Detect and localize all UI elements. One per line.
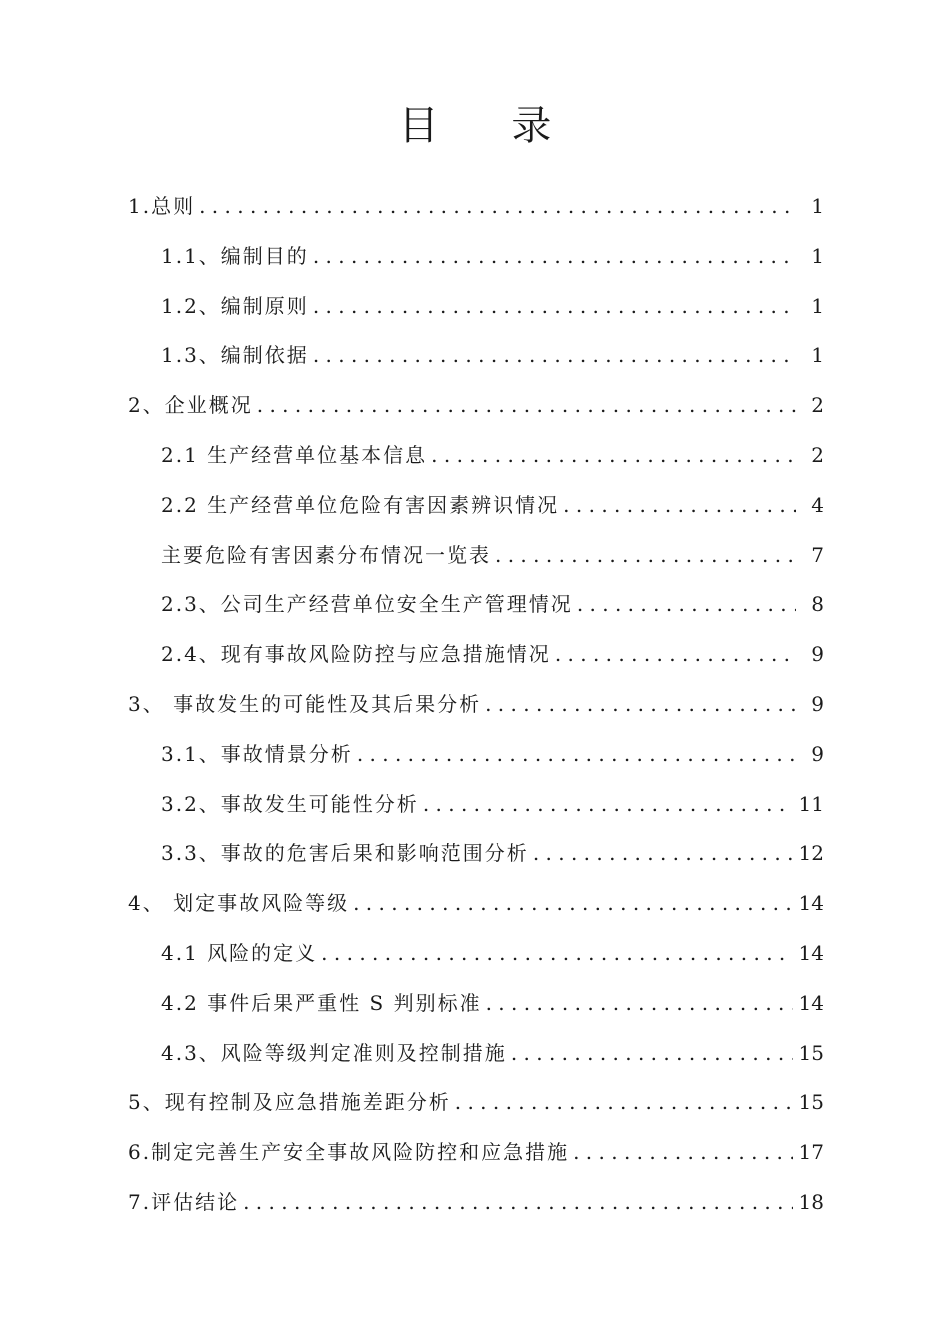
toc-dot-leader (511, 1029, 793, 1079)
toc-dot-leader (555, 630, 796, 680)
toc-entry-page-number: 1 (811, 243, 824, 268)
toc-entry-page-number: 4 (811, 492, 824, 517)
toc-entry-label: 2.4、现有事故风险防控与应急措施情况 (161, 642, 551, 667)
toc-entry-page-number: 15 (798, 1040, 824, 1065)
toc-entry[interactable] (128, 580, 824, 630)
toc-entry[interactable] (128, 182, 824, 232)
toc-entry-label: 3.1、事故情景分析 (161, 741, 353, 766)
toc-entry[interactable] (128, 1078, 824, 1128)
toc-entry-label: 1.3、编制依据 (161, 343, 309, 368)
toc-dot-leader (455, 1078, 793, 1128)
toc-entry-label: 3、 事故发生的可能性及其后果分析 (128, 691, 482, 716)
toc-entry-label: 1.2、编制原则 (161, 293, 309, 318)
toc-entry-label: 1.总则 (128, 194, 196, 218)
toc-dot-leader (563, 481, 796, 531)
toc-entry-label: 3.3、事故的危害后果和影响范围分析 (161, 841, 529, 866)
toc-dot-leader (533, 829, 793, 879)
table-of-contents (128, 182, 824, 1228)
toc-entry[interactable] (128, 331, 824, 381)
toc-entry[interactable] (128, 1029, 824, 1079)
toc-entry-page-number: 9 (811, 741, 824, 766)
toc-entry[interactable] (128, 979, 824, 1029)
toc-entry[interactable] (128, 1178, 824, 1228)
toc-entry[interactable] (128, 232, 824, 282)
toc-entry[interactable] (128, 431, 824, 481)
toc-dot-leader (353, 879, 792, 929)
toc-dot-leader (423, 780, 793, 830)
toc-dot-leader (486, 979, 793, 1029)
toc-entry-page-number: 12 (798, 841, 824, 866)
toc-dot-leader (199, 182, 796, 232)
toc-entry-page-number: 2 (811, 442, 824, 467)
toc-dot-leader (573, 1128, 792, 1178)
toc-dot-leader (243, 1178, 792, 1228)
toc-entry-label: 5、现有控制及应急措施差距分析 (128, 1090, 451, 1115)
toc-dot-leader (313, 331, 796, 381)
toc-entry-label: 6.制定完善生产安全事故风险防控和应急措施 (128, 1140, 570, 1165)
toc-dot-leader (357, 730, 796, 780)
toc-entry-label: 主要危险有害因素分布情况一览表 (161, 542, 491, 567)
toc-entry-page-number: 1 (811, 343, 824, 368)
toc-entry[interactable] (128, 780, 824, 830)
toc-entry[interactable] (128, 630, 824, 680)
toc-entry-label: 4.3、风险等级判定准则及控制措施 (161, 1040, 507, 1065)
toc-entry-label: 1.1、编制目的 (161, 243, 309, 268)
toc-entry[interactable] (128, 879, 824, 929)
toc-entry[interactable] (128, 829, 824, 879)
toc-entry-page-number: 1 (811, 194, 824, 218)
toc-entry-label: 4.1 风险的定义 (161, 940, 318, 965)
toc-dot-leader (577, 580, 796, 630)
toc-entry-label: 4.2 事件后果严重性 S 判别标准 (161, 990, 482, 1015)
toc-entry-page-number: 14 (798, 990, 824, 1015)
toc-entry-page-number: 2 (811, 393, 824, 418)
toc-dot-leader (313, 282, 796, 332)
toc-dot-leader (313, 232, 796, 282)
toc-dot-leader (321, 929, 792, 979)
toc-entry[interactable] (128, 381, 824, 431)
toc-entry[interactable] (128, 481, 824, 531)
toc-entry-label: 7.评估结论 (128, 1189, 240, 1214)
toc-dot-leader (485, 680, 796, 730)
toc-entry-page-number: 18 (798, 1189, 824, 1214)
toc-entry-page-number: 17 (798, 1140, 824, 1165)
toc-entry-page-number: 9 (811, 691, 824, 716)
toc-entry-page-number: 9 (811, 642, 824, 667)
toc-entry-page-number: 11 (798, 791, 824, 816)
toc-entry-label: 2、企业概况 (128, 393, 253, 418)
toc-title: 目 录 (398, 103, 582, 149)
toc-dot-leader (257, 381, 796, 431)
toc-entry-page-number: 7 (811, 542, 824, 567)
toc-entry[interactable] (128, 1128, 824, 1178)
toc-entry-page-number: 15 (798, 1090, 824, 1115)
toc-entry[interactable] (128, 531, 824, 581)
toc-dot-leader (431, 431, 796, 481)
toc-entry-label: 2.2 生产经营单位危险有害因素辨识情况 (161, 492, 560, 517)
toc-entry[interactable] (128, 929, 824, 979)
toc-entry[interactable] (128, 680, 824, 730)
toc-entry-label: 4、 划定事故风险等级 (128, 891, 350, 916)
toc-entry-label: 2.1 生产经营单位基本信息 (161, 442, 428, 467)
toc-entry[interactable] (128, 730, 824, 780)
toc-entry-label: 2.3、公司生产经营单位安全生产管理情况 (161, 592, 573, 617)
toc-entry-page-number: 1 (811, 293, 824, 318)
toc-entry-label: 3.2、事故发生可能性分析 (161, 791, 419, 816)
toc-entry-page-number: 14 (798, 940, 824, 965)
toc-entry[interactable] (128, 282, 824, 332)
toc-entry-page-number: 8 (811, 592, 824, 617)
toc-entry-page-number: 14 (798, 891, 824, 916)
toc-dot-leader (495, 531, 796, 581)
